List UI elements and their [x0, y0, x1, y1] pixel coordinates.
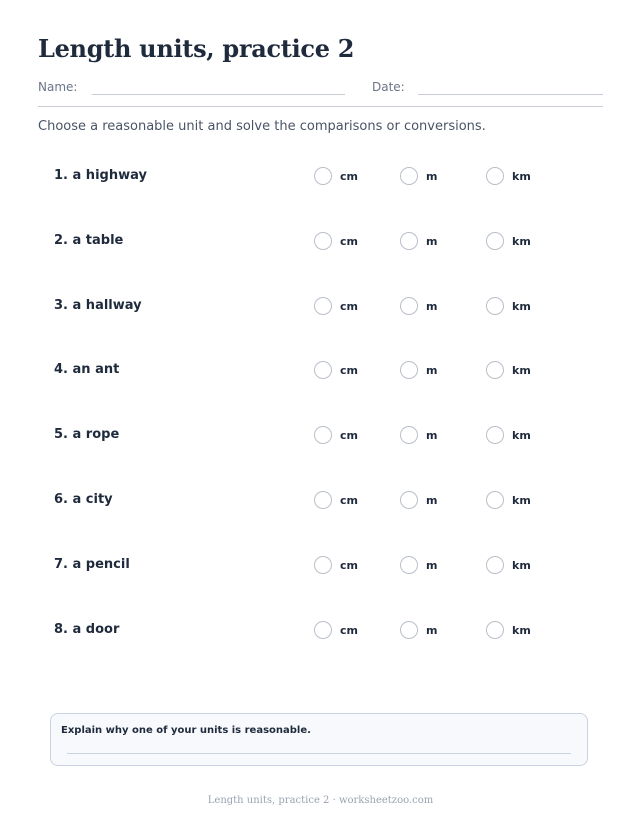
radio-circle-icon[interactable] [314, 426, 332, 444]
choice-label: km [512, 429, 531, 443]
choice-label: cm [340, 494, 358, 507]
footer-text: Length units, practice 2 · worksheetzoo.com [207, 795, 434, 806]
question-label: 2. a table [54, 232, 124, 248]
date-label: Date: [372, 80, 405, 94]
header-divider [38, 106, 603, 107]
radio-circle-icon[interactable] [314, 556, 332, 574]
radio-circle-icon[interactable] [486, 426, 504, 444]
radio-circle-icon[interactable] [486, 361, 504, 379]
choice-label: km [512, 234, 531, 248]
name-field[interactable] [92, 94, 345, 95]
choice-label: m [426, 623, 438, 637]
radio-circle-icon[interactable] [400, 167, 418, 185]
radio-circle-icon[interactable] [486, 556, 504, 574]
choice-label: cm [340, 234, 358, 248]
radio-circle-icon[interactable] [486, 621, 504, 639]
instructions-text: Choose a reasonable unit and solve the comparisons or conversions. [38, 119, 486, 134]
choice-label: m [426, 170, 438, 183]
radio-circle-icon[interactable] [486, 297, 504, 315]
choice-label: m [426, 429, 438, 443]
question-label: 4. an ant [54, 362, 120, 378]
question-label: 5. a rope [54, 427, 120, 443]
radio-circle-icon[interactable] [400, 361, 418, 379]
choice-label: m [426, 299, 438, 313]
question-label: 8. a door [54, 621, 120, 637]
radio-circle-icon[interactable] [314, 491, 332, 509]
choice-label: cm [340, 429, 358, 443]
page-title: Length units, practice 2 [38, 34, 355, 63]
radio-circle-icon[interactable] [314, 167, 332, 185]
question-row [38, 616, 603, 646]
worksheet-page [38, 0, 603, 829]
question-row [38, 486, 603, 516]
choice-label: cm [340, 623, 358, 637]
explain-answer-line[interactable] [67, 753, 571, 754]
choice-label: m [426, 364, 438, 378]
date-field[interactable] [418, 94, 603, 95]
choice-label: km [512, 494, 531, 507]
question-row [38, 292, 603, 322]
choice-label: km [512, 299, 531, 313]
explain-prompt: Explain why one of your units is reasonable. [61, 725, 311, 736]
radio-circle-icon[interactable] [400, 491, 418, 509]
radio-circle-icon[interactable] [486, 491, 504, 509]
choice-label: cm [340, 558, 358, 572]
radio-circle-icon[interactable] [400, 426, 418, 444]
radio-circle-icon[interactable] [486, 167, 504, 185]
radio-circle-icon[interactable] [314, 232, 332, 250]
radio-circle-icon[interactable] [314, 621, 332, 639]
choice-label: m [426, 558, 438, 572]
question-label: 6. a city [54, 492, 113, 507]
question-label: 7. a pencil [54, 556, 130, 572]
question-row [38, 551, 603, 581]
radio-circle-icon[interactable] [400, 556, 418, 574]
choice-label: m [426, 234, 438, 248]
question-row [38, 421, 603, 451]
radio-circle-icon[interactable] [400, 621, 418, 639]
choice-label: cm [340, 364, 358, 378]
question-row [38, 356, 603, 386]
question-label: 3. a hallway [54, 297, 142, 313]
radio-circle-icon[interactable] [314, 297, 332, 315]
choice-label: cm [340, 299, 358, 313]
radio-circle-icon[interactable] [486, 232, 504, 250]
choice-label: km [512, 364, 531, 378]
name-date-row [38, 80, 603, 104]
choice-label: km [512, 170, 531, 183]
explain-box [50, 713, 588, 766]
choice-label: cm [340, 170, 358, 183]
radio-circle-icon[interactable] [400, 232, 418, 250]
question-label: 1. a highway [54, 168, 147, 183]
choice-label: km [512, 623, 531, 637]
choice-label: m [426, 494, 438, 507]
name-label: Name: [38, 80, 78, 94]
radio-circle-icon[interactable] [400, 297, 418, 315]
question-row [38, 227, 603, 257]
radio-circle-icon[interactable] [314, 361, 332, 379]
choice-label: km [512, 558, 531, 572]
question-row [38, 162, 603, 192]
